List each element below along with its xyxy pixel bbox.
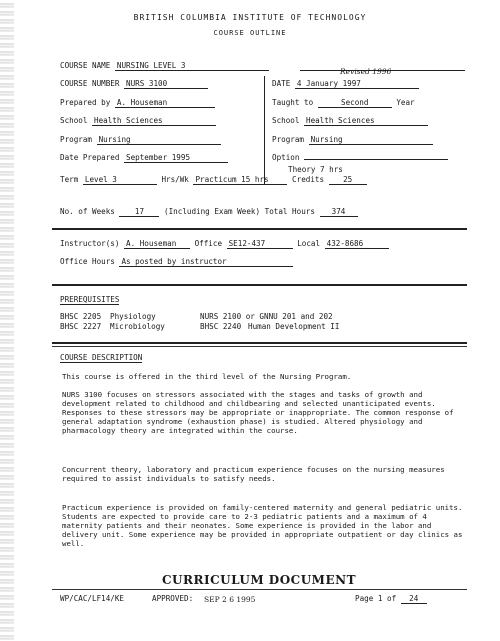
institution-title: BRITISH COLUMBIA INSTITUTE OF TECHNOLOGY: [133, 13, 367, 22]
description-paragraph-4: Practicum experience is provided on family-centered maternity and general pediatric units. Students are expected to provide care to 2-3 pediatric patients and a maximum of 4 maternity patients and their neonates. Some experience is provided in the labor and delivery unit. Some experience may be provided in appropriate outpatient or day clinics as well.: [62, 503, 463, 548]
course-name-row: [60, 62, 269, 71]
course-number-row: [60, 80, 208, 89]
prerequisites-heading: PREREQUISITES: [60, 295, 120, 304]
date-prepared-row: [60, 154, 228, 163]
office-label: Office: [194, 239, 223, 248]
description-paragraph-1: This course is offered in the third level of the Nursing Program.: [62, 372, 352, 381]
school-label: School: [60, 116, 88, 125]
practicum-hours: Practicum 15 hrs: [193, 176, 287, 185]
prereq-code-2: BHSC 2240: [200, 322, 242, 331]
taught-to-row: [272, 99, 415, 108]
scanned-page-edge: [0, 0, 14, 641]
program-row: [60, 136, 221, 145]
program2-value: Nursing: [309, 136, 433, 145]
instructor-label: Instructor(s): [60, 239, 120, 248]
term-row: [60, 176, 367, 185]
school2-row: [272, 117, 428, 126]
office-value: SE12-437: [227, 240, 293, 249]
program2-row: [272, 136, 433, 145]
school2-label: School: [272, 116, 300, 125]
option-value: [304, 159, 448, 160]
prereq-name: Physiology: [110, 312, 156, 321]
page-label: Page 1 of: [355, 594, 397, 603]
year-label: Year: [396, 98, 415, 107]
section-rule-2: [52, 284, 467, 286]
weeks-note: (Including Exam Week): [164, 207, 261, 216]
date-prepared-label: Date Prepared: [60, 153, 120, 162]
local-label: Local: [297, 239, 321, 248]
office-hours-row: [60, 258, 293, 267]
prerequisite-row: [60, 313, 333, 321]
approved-date-stamp: SEP 2 6 1995: [204, 595, 256, 604]
total-hours-value: 374: [320, 208, 358, 217]
date-row: [272, 80, 419, 89]
school-value: Health Sciences: [92, 117, 216, 126]
local-value: 432-8686: [325, 240, 389, 249]
taught-to-value: Second: [318, 99, 392, 108]
date-prepared-value: September 1995: [124, 154, 228, 163]
prerequisite-row: [60, 323, 339, 331]
section-rule-1: [52, 228, 467, 230]
description-paragraph-3: Concurrent theory, laboratory and practicum experience focuses on the nursing measures required to assist individuals to satisfy needs.: [62, 465, 445, 483]
total-hours-label: Total Hours: [264, 207, 315, 216]
document-title: COURSE OUTLINE: [213, 29, 287, 37]
course-number-value: NURS 3100: [124, 80, 208, 89]
curriculum-document-stamp: CURRICULUM DOCUMENT: [162, 573, 356, 587]
prepared-by-row: [60, 99, 215, 108]
office-hours-label: Office Hours: [60, 257, 115, 266]
prereq-code: BHSC 2205: [60, 312, 102, 321]
prereq-name: Microbiology: [110, 322, 165, 331]
course-number-label: COURSE NUMBER: [60, 79, 120, 88]
school-row: [60, 117, 216, 126]
hrs-wk-label: Hrs/Wk: [161, 175, 189, 184]
course-description-heading: COURSE DESCRIPTION: [60, 353, 143, 362]
approved-label: APPROVED:: [152, 594, 194, 603]
program-label: Program: [60, 135, 93, 144]
prereq-code-2: NURS 2100 or GNNU 201 and 202: [200, 312, 333, 321]
date-label: DATE: [272, 79, 291, 88]
term-label: Term: [60, 175, 79, 184]
option-label: Option: [272, 153, 300, 162]
instructor-row: [60, 240, 389, 249]
weeks-value: 17: [119, 208, 159, 217]
column-divider: [264, 76, 265, 184]
footer-rule: [52, 589, 467, 590]
date-value: 4 January 1997: [295, 80, 419, 89]
section-rule-3b: [52, 346, 467, 347]
prepared-by-value: A. Houseman: [115, 99, 215, 108]
course-name-label: COURSE NAME: [60, 61, 111, 70]
program-value: Nursing: [97, 136, 221, 145]
description-paragraph-2: NURS 3100 focuses on stressors associated with the stages and tasks of growth and development related to childhood and childbearing and selected unanticipated events. Responses to these stressors may be appropriate or inappropriate. The common response of general adaptation syndrome (exhaustion phase) is studied. Altered physiology and pharmacology theory are integrated within the course.: [62, 390, 454, 435]
credits-value: 25: [329, 176, 367, 185]
instructor-value: A. Houseman: [124, 240, 190, 249]
document-reference: WP/CAC/LF14/KE: [60, 594, 125, 603]
credits-label: Credits: [292, 175, 325, 184]
page-total: 24: [401, 595, 427, 604]
prepared-by-label: Prepared by: [60, 98, 111, 107]
weeks-row: [60, 208, 358, 217]
office-hours-value: As posted by instructor: [119, 258, 293, 267]
theory-hours: Theory 7 hrs: [288, 165, 343, 174]
section-rule-3: [52, 342, 467, 344]
prereq-code: BHSC 2227: [60, 322, 102, 331]
course-name-value: NURSING LEVEL 3: [115, 62, 269, 71]
date-handwritten-note: Revised 1996: [340, 67, 392, 76]
weeks-label: No. of Weeks: [60, 207, 115, 216]
page-number: [355, 595, 427, 604]
option-row: [272, 154, 448, 162]
taught-to-label: Taught to: [272, 98, 314, 107]
program2-label: Program: [272, 135, 305, 144]
school2-value: Health Sciences: [304, 117, 428, 126]
term-value: Level 3: [83, 176, 157, 185]
prereq-name-2: Human Development II: [248, 322, 340, 331]
